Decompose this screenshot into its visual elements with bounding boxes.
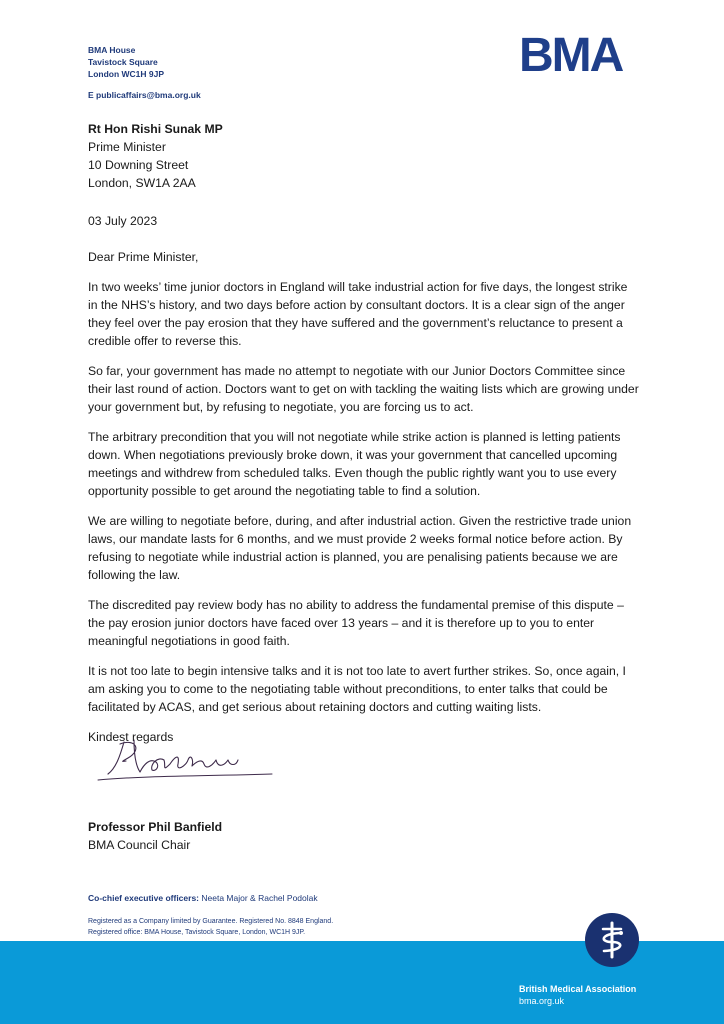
recipient-line: 10 Downing Street xyxy=(88,158,189,172)
registration-line: Registered as a Company limited by Guarantee. Registered No. 8848 England. xyxy=(88,918,334,925)
recipient-block xyxy=(88,120,640,192)
organisation-block xyxy=(519,983,636,1007)
body-paragraph: So far, your government has made no attempt to negotiate with our Junior Doctors Committee since their last round of action. Doctors want to get on with tackling the waiting lists which are growing under your government but, by refusing to negotiate, you are forcing us to act. xyxy=(88,364,639,414)
sender-address-line: London WC1H 9JP xyxy=(88,69,165,79)
recipient-line: London, SW1A 2AA xyxy=(88,176,196,190)
handwritten-signature xyxy=(90,728,275,788)
sender-email: E publicaffairs@bma.org.uk xyxy=(88,90,201,100)
executives-label: Co-chief executive officers: xyxy=(88,893,200,903)
letter-date: 03 July 2023 xyxy=(88,214,158,228)
body-paragraph: The discredited pay review body has no ability to address the fundamental premise of this dispute – the pay erosion junior doctors have faced over 13 years – and it is therefore up to you to enter meaningful negotiations in good faith. xyxy=(88,598,624,648)
executives-names: Neeta Major & Rachel Podolak xyxy=(201,893,318,903)
organisation-name: British Medical Association xyxy=(519,984,637,994)
recipient-line: Prime Minister xyxy=(88,140,166,154)
signer-title: BMA Council Chair xyxy=(88,838,191,852)
organisation-url: bma.org.uk xyxy=(519,996,565,1006)
body-paragraph: It is not too late to begin intensive talks and it is not too late to avert further strikes. So, once again, I am asking you to come to the negotiating table without preconditions, to enter talks that could be facilitated by ACAS, and get serious about retaining doctors and cutting waiting lists. xyxy=(88,664,626,714)
body-paragraph: The arbitrary precondition that you will not negotiate while strike action is planned is letting patients down. When negotiations previously broke down, it was your government that cancelled upcoming meetings and withdrew from scheduled talks. Even though the public rightly want you to use every opportunity possible to get around the negotiating table to find a solution. xyxy=(88,430,621,498)
registration-line: Registered office: BMA House, Tavistock Square, London, WC1H 9JP. xyxy=(88,929,306,936)
signer-block xyxy=(88,818,222,854)
recipient-name: Rt Hon Rishi Sunak MP xyxy=(88,122,223,136)
letter-body xyxy=(88,120,640,746)
bma-emblem-icon xyxy=(584,912,640,968)
body-paragraph: In two weeks’ time junior doctors in England will take industrial action for five days, the longest strike in the NHS’s history, and two days before action by consultant doctors. It is a clear sign of the anger they feel over the pay erosion that they have suffered and the government’s reluctance to present a credible offer to reverse this. xyxy=(88,280,628,348)
footer-executives xyxy=(88,893,318,903)
body-paragraph: We are willing to negotiate before, during, and after industrial action. Given the restrictive trade union laws, our mandate lasts for 6 months, and we must provide 2 weeks formal notice before action. By refusing to negotiate while industrial action is planned, you are penalising patients because we are following the law. xyxy=(88,514,632,582)
closing: Kindest regards xyxy=(88,730,174,744)
footer-registration xyxy=(88,916,333,938)
bma-logo: BMA xyxy=(519,29,623,82)
salutation: Dear Prime Minister, xyxy=(88,250,199,264)
signer-name: Professor Phil Banfield xyxy=(88,820,223,834)
sender-address-line: BMA House xyxy=(88,45,136,55)
sender-address-block xyxy=(88,44,201,101)
sender-address-line: Tavistock Square xyxy=(88,57,158,67)
